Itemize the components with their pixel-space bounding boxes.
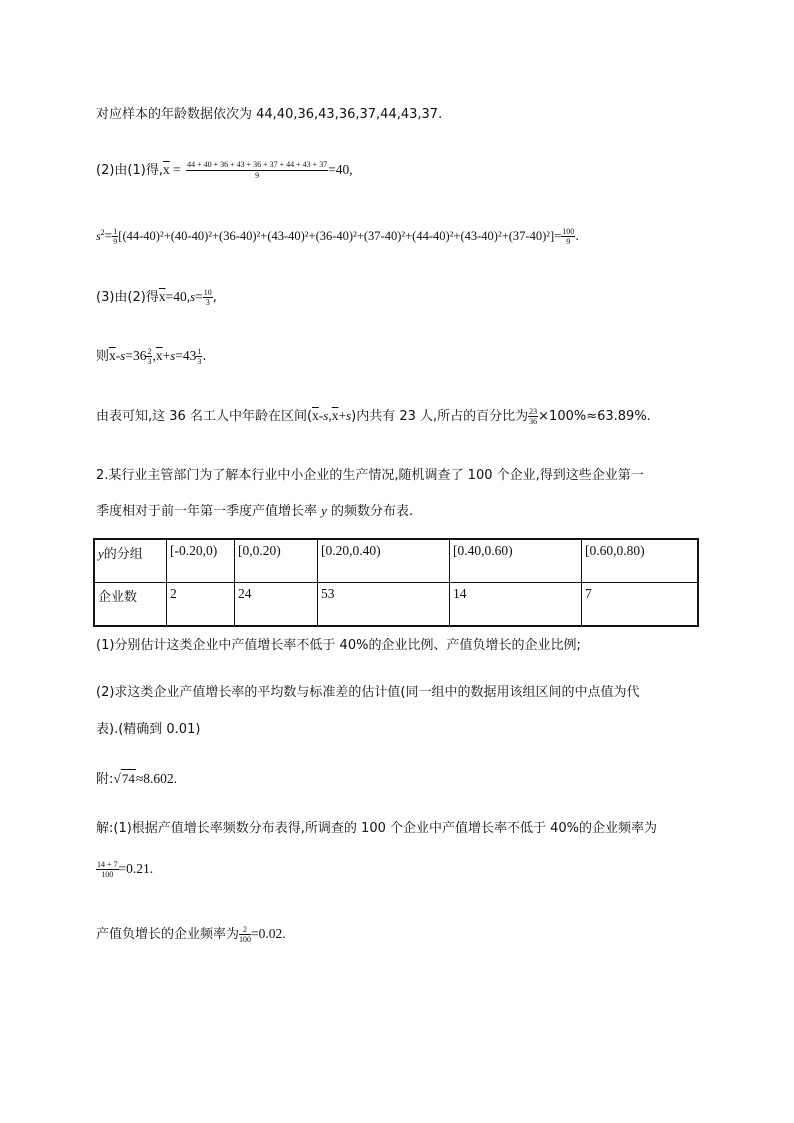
- frac-den: 100: [101, 870, 114, 879]
- plus: +: [162, 348, 171, 363]
- attachment-line: [96, 769, 177, 789]
- text-line-part3: [96, 288, 217, 307]
- part-2-question-line-1: (2)求这类企业产值增长率的平均数与标准差的估计值(同一组中的数据用该组区间的中点值为代: [96, 685, 640, 700]
- table-cell: 7: [582, 583, 699, 627]
- mean-denominator: 9: [255, 171, 260, 180]
- percentage-fraction: [528, 407, 538, 426]
- frac-num: 10: [203, 288, 212, 297]
- text-line-mean: [96, 160, 353, 181]
- s-symbol: s: [323, 408, 329, 423]
- equals: =: [104, 228, 113, 243]
- s-squared: 2: [100, 228, 105, 237]
- x-bar: $\overline{x}$: [331, 408, 339, 423]
- question-2-line-2: [96, 502, 413, 521]
- table-cell: [0.40,0.60): [450, 539, 582, 583]
- q2-text-end: 的频数分布表.: [326, 504, 414, 519]
- frac-den: 3: [147, 357, 152, 366]
- table-header-cell: 企业数: [94, 583, 167, 627]
- frac-num: 14 + 7: [97, 860, 118, 869]
- x-bar: $\overline{x}$: [109, 348, 116, 363]
- frac-den: 3: [197, 357, 202, 366]
- frac-num: 100: [562, 227, 575, 236]
- s-symbol: s: [346, 408, 352, 423]
- equals: =: [195, 289, 203, 304]
- x-bar: $\overline{x}$: [162, 162, 170, 177]
- text-line-percentage: [96, 407, 651, 426]
- sqrt-icon: √: [113, 771, 121, 786]
- question-2-line-1: 2.某行业主管部门为了解本行业中小企业的生产情况,随机调查了 100 个企业,得到这些企业第一: [96, 468, 644, 483]
- table-cell: [-0.20,0): [167, 539, 235, 583]
- frac-den: 36: [529, 417, 538, 426]
- solution-line-1: 解:(1)根据产值增长率频数分布表得,所调查的 100 个企业中产值增长率不低于 40%的企业频率为: [96, 821, 658, 836]
- frac-den: 9: [566, 237, 571, 246]
- negative-result: =0.02.: [251, 926, 286, 941]
- mean-result: =40,: [328, 162, 353, 177]
- frac-den: 100: [239, 935, 252, 944]
- solution-fraction: [96, 860, 119, 879]
- negative-growth-line: [96, 925, 286, 944]
- radicand: 74: [121, 771, 135, 786]
- comma: ,: [212, 290, 217, 305]
- table-cell: 53: [318, 583, 450, 627]
- minus: -: [318, 408, 324, 423]
- text-line-interval: [96, 347, 207, 366]
- percentage-result: ×100%≈63.89%.: [538, 409, 651, 424]
- attachment-label: 附:: [96, 772, 114, 787]
- part3-prefix: (3)由(2)得: [96, 290, 159, 305]
- x-bar: $\overline{x}$: [158, 289, 166, 304]
- table-row-counts: [94, 583, 698, 627]
- table-cell: [0.20,0.40): [318, 539, 450, 583]
- table-header-cell: [94, 539, 167, 583]
- variance-body: [(44-40)²+(40-40)²+(36-40)²+(43-40)²+(36-40)²+(37-40)²+(44-40)²+(43-40)²+(37-40)²]=: [118, 229, 562, 243]
- solution-line-2: [96, 860, 153, 879]
- table-cell: 14: [450, 583, 582, 627]
- comma: ,: [152, 348, 156, 363]
- sqrt-result: ≈8.602.: [135, 771, 177, 786]
- s-symbol: s: [190, 289, 196, 304]
- y-variable: y: [98, 546, 104, 561]
- text-line-variance: [96, 224, 579, 246]
- frac-num: 1: [197, 347, 202, 356]
- s-symbol: s: [170, 348, 176, 363]
- frequency-table: [93, 538, 699, 627]
- mean-fraction: [186, 160, 328, 181]
- variance-result: [561, 227, 575, 246]
- mean-value: =40,: [165, 289, 191, 304]
- frac-den: 3: [205, 298, 210, 307]
- comma: ,: [328, 408, 332, 423]
- y-variable: y: [321, 503, 327, 518]
- q2-text: 季度相对于前一年第一季度产值增长率: [96, 504, 322, 519]
- minus: -: [115, 348, 121, 363]
- table-cell: 24: [235, 583, 318, 627]
- x-bar: $\overline{x}$: [312, 408, 319, 423]
- part-2-question-line-2: 表).(精确到 0.01): [96, 722, 201, 737]
- table-row-intervals: [94, 539, 698, 583]
- table-cell: [0.60,0.80): [582, 539, 699, 583]
- upper-whole: =43: [175, 348, 197, 363]
- lower-whole: =36: [125, 348, 147, 363]
- sd-fraction: [203, 288, 213, 307]
- table-cell: 2: [167, 583, 235, 627]
- group-label: 的分组: [103, 547, 143, 562]
- negative-fraction: [239, 925, 251, 944]
- percentage-intro: 由表可知,这 36 名工人中年龄在区间(: [96, 409, 313, 424]
- percentage-mid: )内共有 23 人,所占的百分比为: [351, 409, 529, 424]
- s-symbol: s: [120, 348, 126, 363]
- s-symbol: s: [96, 229, 101, 243]
- plus: +: [338, 408, 347, 423]
- frac-num: 2: [239, 925, 251, 935]
- table-cell: [0,0.20): [235, 539, 318, 583]
- period: .: [202, 349, 207, 364]
- mean-numerator: 44 + 40 + 36 + 43 + 36 + 37 + 44 + 43 + 37: [187, 160, 328, 169]
- negative-growth-text: 产值负增长的企业频率为: [96, 927, 240, 942]
- then-prefix: 则: [96, 349, 110, 364]
- period: .: [575, 229, 580, 243]
- part-1-question: (1)分别估计这类企业中产值增长率不低于 40%的企业比例、产值负增长的企业比例;: [96, 638, 581, 653]
- equals: =: [169, 162, 185, 177]
- text-line-sample-data: 对应样本的年龄数据依次为 44,40,36,43,36,37,44,43,37.: [96, 107, 443, 122]
- mean-prefix: (2)由(1)得,: [96, 163, 163, 178]
- frac-num: 23: [529, 407, 538, 416]
- frac-num: 1: [113, 227, 118, 236]
- x-bar: $\overline{x}$: [155, 348, 163, 363]
- frac-num: 2: [147, 347, 152, 356]
- solution-result: =0.21.: [118, 861, 154, 876]
- frac-den: 9: [113, 237, 118, 246]
